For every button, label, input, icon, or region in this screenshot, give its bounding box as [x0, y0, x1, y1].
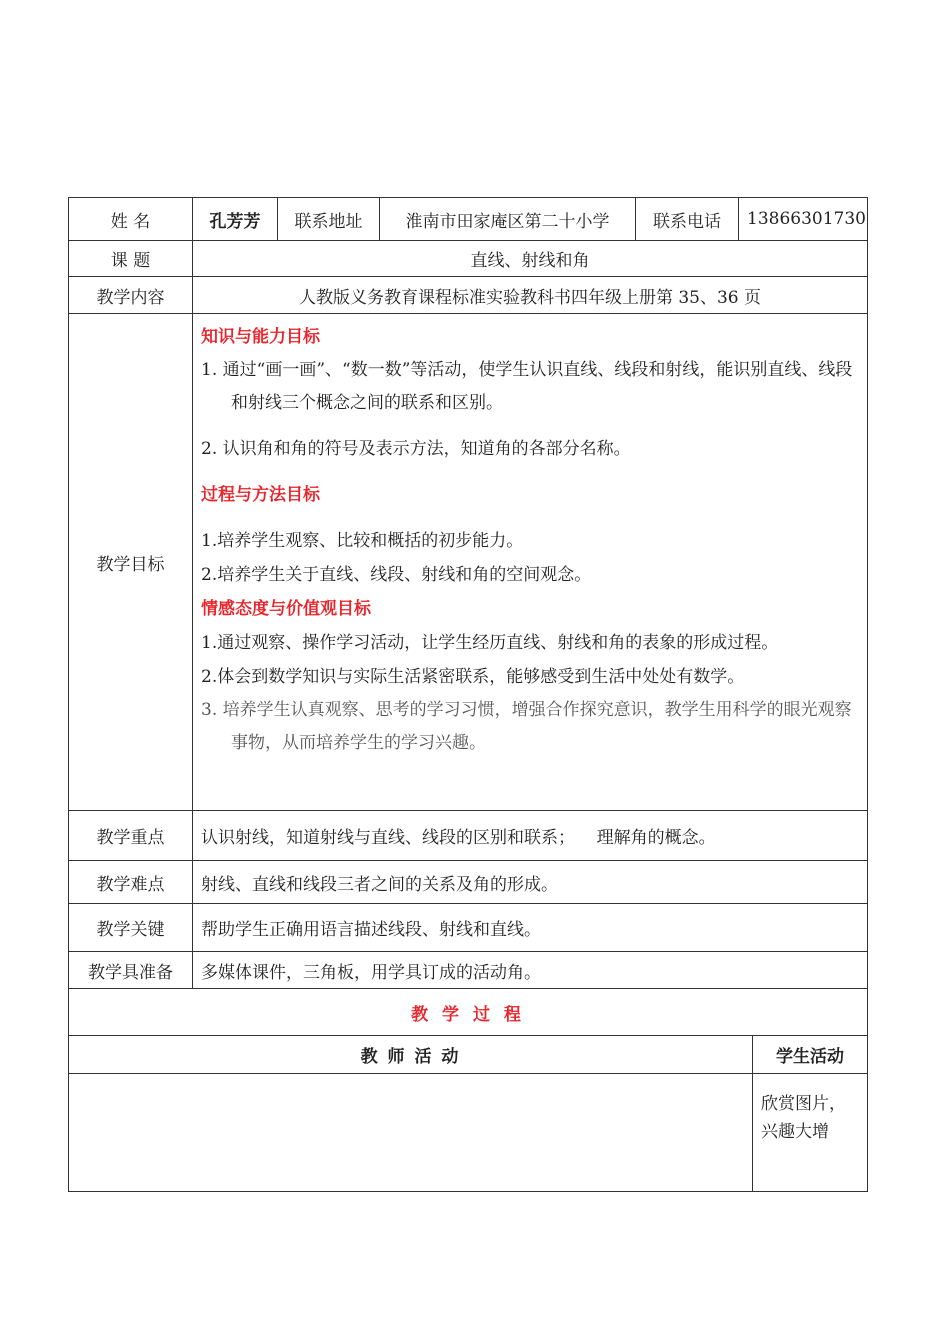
goal-heading-attitude: 情感态度与价值观目标	[201, 599, 371, 619]
content-row	[69, 277, 868, 314]
goal-heading-process: 过程与方法目标	[201, 485, 320, 505]
difficulty-row	[69, 861, 868, 904]
goal-attitude-2: 2.体会到数学知识与实际生活紧密联系，能够感受到生活中处处有数学。	[201, 667, 745, 687]
process-body-row	[69, 1074, 868, 1192]
key-point-row	[69, 811, 868, 861]
name-value: 孔芳芳	[193, 198, 278, 241]
name-label: 姓 名	[69, 198, 193, 241]
prep-row	[69, 952, 868, 989]
goal-heading-knowledge: 知识与能力目标	[201, 327, 320, 347]
header-row	[69, 198, 868, 241]
student-activity-note: 欣赏图片，兴趣大增	[753, 1074, 868, 1192]
difficulty-label: 教学难点	[69, 861, 193, 904]
goals-row	[69, 314, 868, 811]
address-value: 淮南市田家庵区第二十小学	[380, 198, 636, 241]
content-value: 人教版义务教育课程标准实验教科书四年级上册第 35、36 页	[193, 277, 868, 314]
teacher-activity-header: 教 师 活 动	[69, 1036, 753, 1074]
goals-label: 教学目标	[69, 314, 193, 811]
phone-value: 13866301730	[739, 198, 868, 241]
goals-content	[193, 314, 868, 811]
process-table	[68, 988, 868, 1192]
goal-process-1: 1.培养学生观察、比较和概括的初步能力。	[201, 531, 524, 551]
topic-value: 直线、射线和角	[193, 241, 868, 277]
goal-knowledge-2: 2. 认识角和角的符号及表示方法，知道角的各部分名称。	[201, 439, 631, 459]
process-header-row	[69, 1036, 868, 1074]
phone-label: 联系电话	[636, 198, 739, 241]
lesson-plan-table	[68, 197, 868, 989]
goal-attitude-1: 1.通过观察、操作学习活动，让学生经历直线、射线和角的表象的形成过程。	[201, 633, 779, 653]
goal-process-2: 2.培养学生关于直线、线段、射线和角的空间观念。	[201, 565, 592, 585]
student-activity-header: 学生活动	[753, 1036, 868, 1074]
address-label: 联系地址	[278, 198, 380, 241]
crux-value: 帮助学生正确用语言描述线段、射线和直线。	[193, 904, 868, 952]
process-title: 教 学 过 程	[69, 989, 868, 1036]
process-title-row	[69, 989, 868, 1036]
teacher-activity-cell	[69, 1074, 753, 1192]
key-point-label: 教学重点	[69, 811, 193, 861]
prep-value: 多媒体课件，三角板，用学具订成的活动角。	[193, 952, 868, 989]
goal-attitude-3: 3. 培养学生认真观察、思考的学习习惯，增强合作探究意识，教学生用科学的眼光观察事物，从而培养学生的学习兴趣。	[201, 700, 852, 753]
key-point-value: 认识射线，知道射线与直线、线段的区别和联系； 理解角的概念。	[193, 811, 868, 861]
crux-row	[69, 904, 868, 952]
crux-label: 教学关键	[69, 904, 193, 952]
difficulty-value: 射线、直线和线段三者之间的关系及角的形成。	[193, 861, 868, 904]
goal-knowledge-1: 1. 通过“画一画”、“数一数”等活动，使学生认识直线、线段和射线，能识别直线、线段和射线三个概念之间的联系和区别。	[201, 360, 853, 413]
content-label: 教学内容	[69, 277, 193, 314]
lesson-plan-sheet	[68, 197, 867, 1192]
prep-label: 教学具准备	[69, 952, 193, 989]
topic-label: 课 题	[69, 241, 193, 277]
topic-row	[69, 241, 868, 277]
